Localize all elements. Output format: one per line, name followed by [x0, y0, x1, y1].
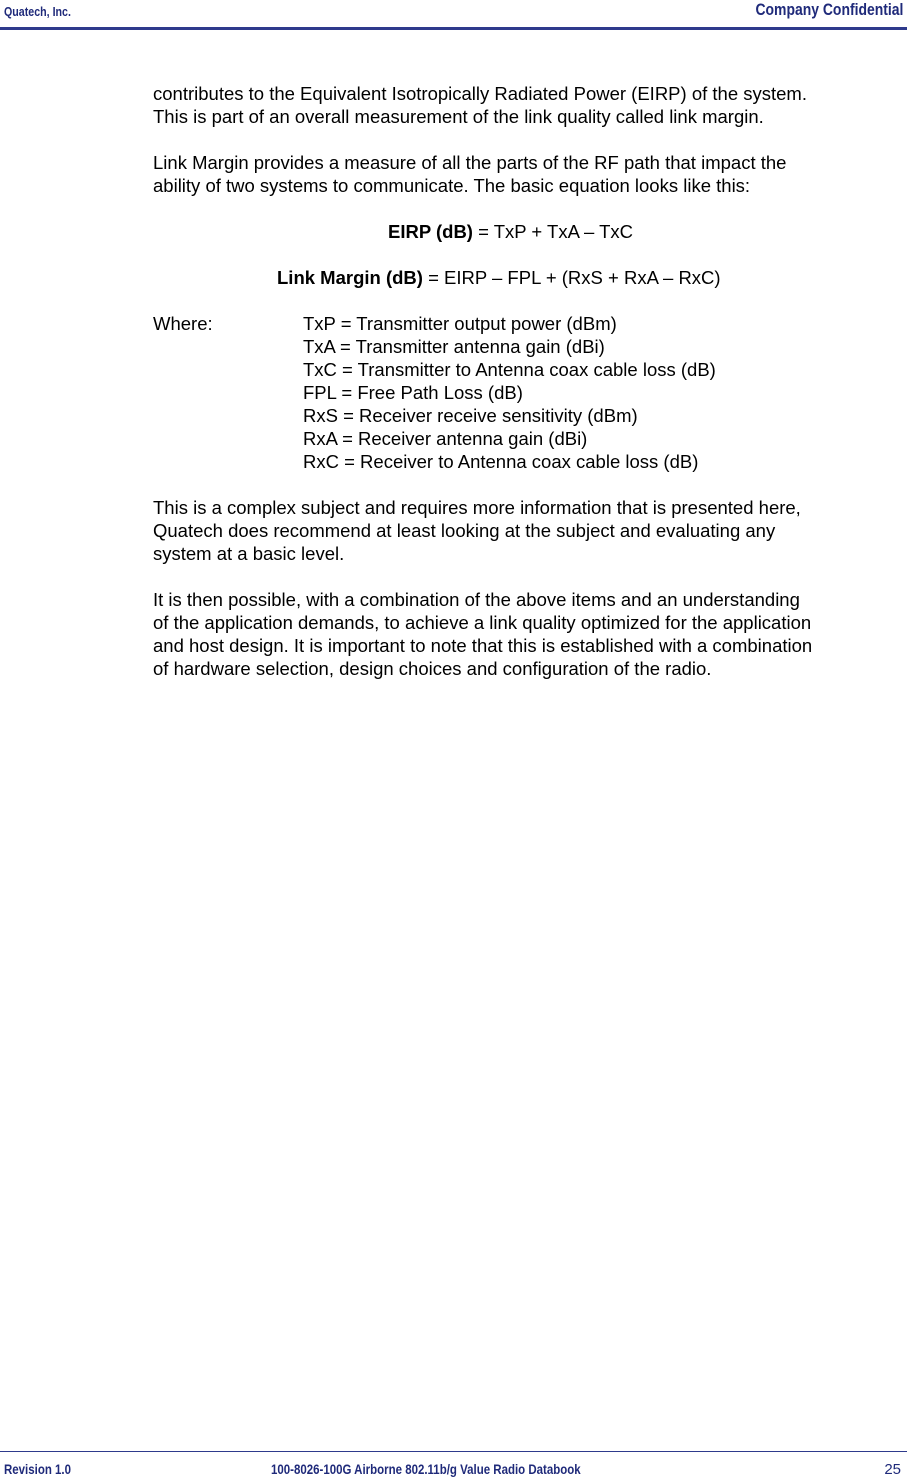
definition-item: RxC = Receiver to Antenna coax cable loss (dB) — [303, 451, 699, 472]
definition-item: FPL = Free Path Loss (dB) — [303, 382, 523, 403]
equation-link-margin-label: Link Margin (dB) — [277, 267, 423, 288]
equation-link-margin-formula: = EIRP – FPL + (RxS + RxA – RxC) — [422, 267, 721, 288]
definition-item: RxS = Receiver receive sensitivity (dBm) — [303, 405, 638, 426]
equation-eirp — [153, 220, 903, 243]
header-company: Quatech, Inc. — [4, 4, 71, 19]
text-line: system at a basic level. — [153, 543, 345, 564]
text-line: It is then possible, with a combination of the above items and an understanding — [153, 589, 800, 610]
text-line: of hardware selection, design choices and configuration of the radio. — [153, 658, 712, 679]
equation-link-margin — [153, 266, 903, 289]
definition-item: RxA = Receiver antenna gain (dBi) — [303, 428, 588, 449]
definitions-label: Where: — [153, 313, 213, 334]
footer-document-title: 100-8026-100G Airborne 802.11b/g Value Radio Databook — [271, 1461, 581, 1477]
paragraph-complex-subject — [153, 496, 903, 565]
definitions-block — [153, 312, 903, 473]
text-line: and host design. It is important to note that this is established with a combination — [153, 635, 813, 656]
footer-page-number: 25 — [884, 1461, 901, 1478]
definition-item: TxP = Transmitter output power (dBm) — [303, 313, 617, 334]
paragraph-conclusion — [153, 588, 903, 680]
header-divider — [0, 27, 907, 30]
text-line: This is a complex subject and requires more information that is presented here, — [153, 497, 801, 518]
paragraph-eirp-intro — [153, 82, 903, 128]
definition-item: TxC = Transmitter to Antenna coax cable loss (dB) — [303, 359, 716, 380]
text-line: of the application demands, to achieve a link quality optimized for the application — [153, 612, 812, 633]
text-line: ability of two systems to communicate. The basic equation looks like this: — [153, 175, 751, 196]
text-line: This is part of an overall measurement of the link quality called link margin. — [153, 106, 764, 127]
text-line: Quatech does recommend at least looking at the subject and evaluating any — [153, 520, 776, 541]
paragraph-link-margin — [153, 151, 903, 197]
footer-divider — [0, 1451, 907, 1452]
footer-revision: Revision 1.0 — [4, 1461, 71, 1477]
header-classification: Company Confidential — [755, 0, 903, 19]
text-line: Link Margin provides a measure of all the parts of the RF path that impact the — [153, 152, 787, 173]
definitions-list — [303, 312, 903, 473]
page-header — [0, 0, 907, 30]
definition-item: TxA = Transmitter antenna gain (dBi) — [303, 336, 605, 357]
page-body — [153, 82, 903, 703]
text-line: contributes to the Equivalent Isotropically Radiated Power (EIRP) of the system. — [153, 83, 807, 104]
equation-eirp-label: EIRP (dB) — [388, 221, 473, 242]
equation-eirp-formula: = TxP + TxA – TxC — [472, 221, 634, 242]
